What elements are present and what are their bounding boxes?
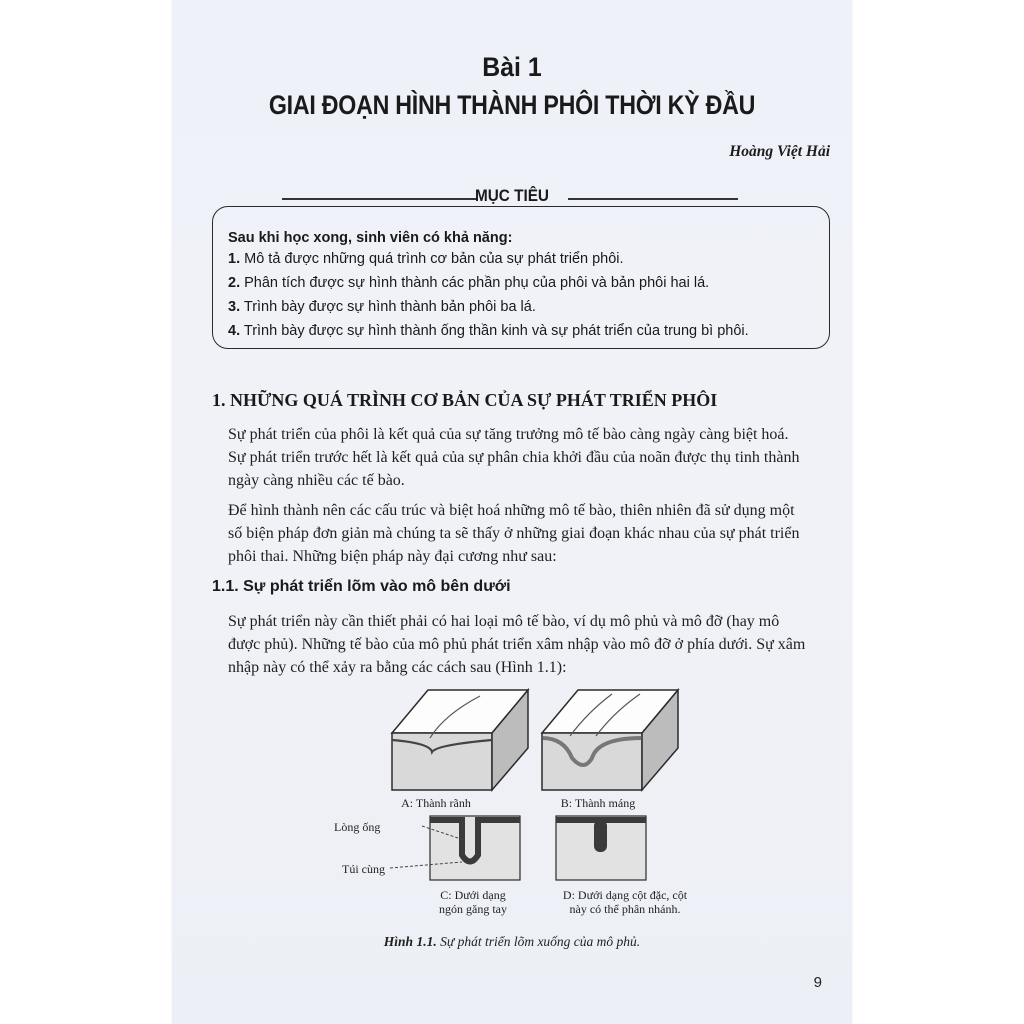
objective-text: Phân tích được sự hình thành các phần phụ của phôi và bản phôi hai lá. xyxy=(244,275,710,291)
trough-block-illustration xyxy=(542,690,678,790)
author-name: Hoàng Việt Hải xyxy=(729,143,830,160)
subsection-heading: 1.1. Sự phát triển lõm vào mô bên dưới xyxy=(212,578,511,595)
caption-line: D: Dưới dạng cột đặc, cột xyxy=(562,888,688,902)
objective-text: Trình bày được sự hình thành bản phôi ba lá. xyxy=(243,299,536,315)
figure-caption-number: Hình 1.1. xyxy=(383,934,437,949)
caption-line: này có thể phân nhánh. xyxy=(569,902,681,916)
figure-label-d xyxy=(540,888,710,916)
paragraph-line: phôi thai. Những biện pháp này đại cương như sau: xyxy=(228,548,557,565)
solid-column-illustration xyxy=(556,816,646,880)
groove-block-illustration xyxy=(392,690,528,790)
figure-label-a: A: Thành rãnh xyxy=(401,796,471,810)
paragraph-line: Để hình thành nên các cấu trúc và biệt hoá những mô tế bào, thiên nhiên đã sử dụng một xyxy=(228,502,795,519)
caption-line: ngón găng tay xyxy=(439,902,507,916)
paragraph-line: Sự phát triển này cần thiết phải có hai loại mô tế bào, ví dụ mô phủ và mô đỡ (hay mô xyxy=(228,613,780,630)
objective-text: Mô tả được những quá trình cơ bản của sự phát triển phôi. xyxy=(244,251,624,267)
paragraph-line: nhập này có thể xảy ra bằng các cách sau (Hình 1.1): xyxy=(228,659,567,676)
objective-number: 4. xyxy=(228,323,241,339)
lesson-number: Bài 1 xyxy=(482,52,542,82)
objective-number: 1. xyxy=(228,251,241,267)
paragraph-line: được phủ). Những tế bào của mô phủ phát triển xâm nhập vào mô đỡ ở phía dưới. Sự xâm xyxy=(228,636,806,653)
lesson-title: GIAI ĐOẠN HÌNH THÀNH PHÔI THỜI KỲ ĐẦU xyxy=(268,90,756,120)
figure-label-c xyxy=(408,888,538,916)
figure-caption xyxy=(172,934,852,950)
paragraph-line: Sự phát triển trước hết là kết quả của sự phân chia khởi đầu của noãn được thụ tinh thành xyxy=(228,449,800,466)
figure-label-b: B: Thành máng xyxy=(560,796,636,810)
figure-label-lumen: Lòng ống xyxy=(334,820,381,834)
paragraph-line: ngày càng nhiều các tế bào. xyxy=(228,472,405,489)
objectives-intro: Sau khi học xong, sinh viên có khả năng: xyxy=(228,230,513,246)
objective-number: 3. xyxy=(228,299,241,315)
page-number: 9 xyxy=(813,974,822,991)
objective-text: Trình bày được sự hình thành ống thần kinh và sự phát triển của trung bì phôi. xyxy=(243,323,749,339)
objectives-heading: MỤC TIÊU xyxy=(475,186,549,205)
caption-line: C: Dưới dạng xyxy=(440,888,506,902)
book-page xyxy=(172,0,852,1024)
figure-label-sac: Túi cùng xyxy=(342,862,385,876)
figure-caption-text: Sự phát triển lõm xuống của mô phủ. xyxy=(436,934,641,949)
figure-illustration xyxy=(172,0,852,1024)
paragraph-line: Sự phát triển của phôi là kết quả của sự tăng trưởng mô tế bào càng ngày càng biệt hoá. xyxy=(228,426,789,443)
paragraph-line: số biện pháp đơn giản mà chúng ta sẽ thấy ở những giai đoạn khác nhau của sự phát triển xyxy=(228,525,800,542)
glove-finger-illustration xyxy=(390,816,520,880)
section-heading: 1. NHỮNG QUÁ TRÌNH CƠ BẢN CỦA SỰ PHÁT TRIỂN PHÔI xyxy=(212,390,718,410)
objective-number: 2. xyxy=(228,275,241,291)
